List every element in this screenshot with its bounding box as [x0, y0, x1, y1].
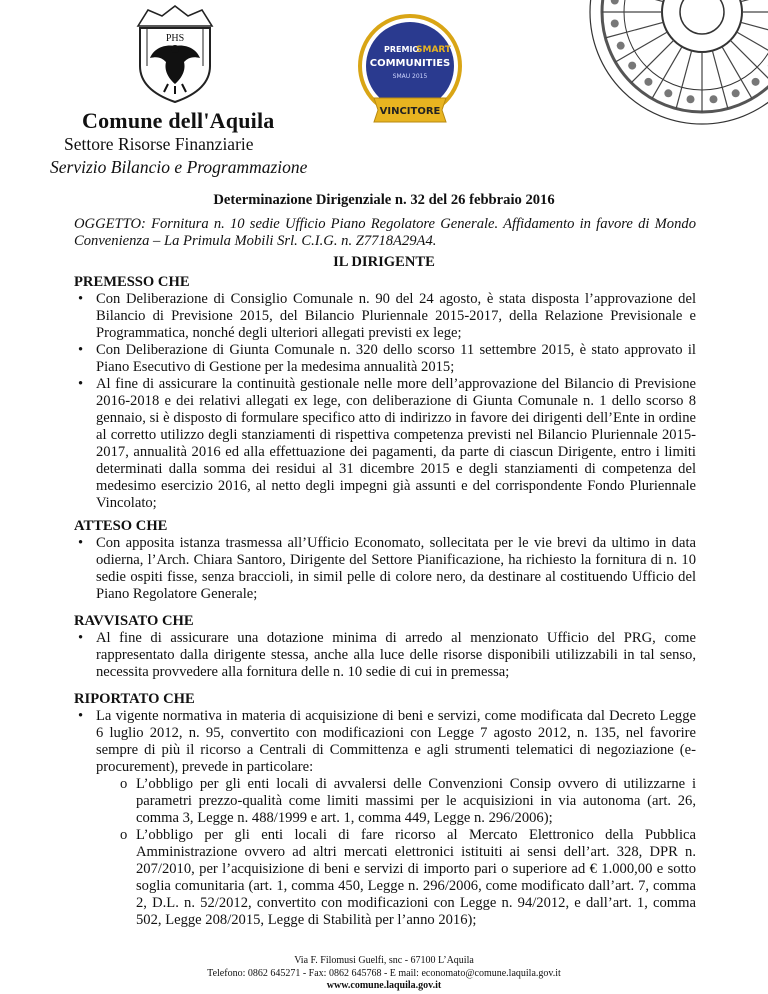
riportato-item-text: La vigente normativa in materia di acquisizione di beni e servizi, come modificata dal Decreto Legge 6 luglio 2012, n. 95, convertito con modificazioni con Legge 7 agosto 2012, n. 135, nel favorire sempre di più il ricorso a Centrali di Committenza e agli strumenti telematici di negoziazione (e-procurement), prevede in particolare: — [96, 708, 696, 775]
premesso-heading: PREMESSO CHE — [74, 274, 190, 290]
premesso-item: • Con Deliberazione di Giunta Comunale n. 320 dello scorso 11 settembre 2015, è stato approvato il Piano Esecutivo di Gestione per la medesima annualità 2015; — [74, 342, 696, 376]
riportato-heading: RIPORTATO CHE — [74, 691, 195, 707]
riportato-subitem: o L’obbligo per gli enti locali di avvalersi delle Convenzioni Consip ovvero di utilizzarne i parametri prezzo-qualità come limiti massimi per le acquisizioni in via autonoma (art. 26, comma 3, Legge n. 488/1999 e art. 1, comma 449, Legge n. 296/2006); — [120, 776, 696, 827]
atteso-heading: ATTESO CHE — [74, 518, 168, 534]
footer-address: Via F. Filomusi Guelfi, snc - 67100 L’Aquila — [294, 955, 474, 966]
footer-contacts: Telefono: 0862 645271 - Fax: 0862 645768 - E mail: economato@comune.laquila.gov.it — [207, 967, 561, 979]
rose-window-illustration — [552, 0, 768, 144]
riportato-subitem: o L’obbligo per gli enti locali di fare ricorso al Mercato Elettronico della Pubblica Amministrazione ovvero ad altri mercati elettronici istituiti ai sensi dell’art. 328, DPR n. 207/2010, per l’acquisizione di beni e servizi di importo pari o superiore ad € 1.000,00 e sotto soglia comunitaria (art. 1, comma 450, Legge n. 296/2006, come modificato dall’art. 7, comma 2, D.L. n. 52/2012, convertito con modificazioni con Legge n. 94/2012, e dall’art. 1, comma 502, Legge 208/2015, Legge di Stabilità per l’anno 2016); — [120, 827, 696, 929]
premesso-item: • Al fine di assicurare la continuità gestionale nelle more dell’approvazione del Bilancio di Previsione 2016-2018 e dei relativi allegati ex lege, con deliberazione di Giunta Comunale n. 1 dello scorso 8 gennaio, si è disposto di formulare specifico atto di indirizzo in favore dei dirigenti dell’Ente in ordine al corretto utilizzo degli stanziamenti di rispettiva competenza previsti nel Bilancio Pluriennale 2015-2017, annualità 2016 ed alla effettuazione dei pagamenti, da parte di ciascun Dirigente, entro i limiti determinati dalla somma dei residui al 31 dicembre 2015 e degli stanziamenti di competenza del medesimo esercizio 2016, al netto degli impegni già assunti e del corrispondente Fondo Pluriennale Vincolato; — [74, 376, 696, 512]
ravvisato-section — [74, 630, 696, 681]
subject-paragraph: OGGETTO: Fornitura n. 10 sedie Ufficio Piano Regolatore Generale. Affidamento in favore di Mondo Convenienza – La Primula Mobili Srl. C.I.G. n. Z7718A29A4. — [74, 216, 696, 249]
city-crest-logo — [132, 4, 218, 104]
svg-text:PHS: PHS — [165, 33, 185, 44]
svg-text:PREMIO: PREMIO — [384, 45, 420, 54]
atteso-item: • Con apposita istanza trasmessa all’Ufficio Economato, sollecitata per le vie brevi da ultimo in data odierna, l’Arch. Chiara Santoro, Dirigente del Settore Pianificazione, ha richiesto la fornitura di n. 10 sedie ospiti fisse, senza braccioli, in simil pelle di colore nero, da destinare al costituendo Ufficio del Piano Regolatore Generale; — [74, 535, 696, 603]
riportato-section — [74, 708, 696, 929]
footer — [0, 955, 768, 993]
ravvisato-heading: RAVVISATO CHE — [74, 613, 194, 629]
smart-communities-award-badge — [354, 12, 466, 138]
premesso-item: • Con Deliberazione di Consiglio Comunale n. 90 del 24 agosto, è stata disposta l’approvazione del Bilancio di Previsione 2015, del Bilancio Pluriennale 2015-2017, della Relazione Previsionale e Programmatica, nonché degli ulteriori allegati previsti ex lege; — [74, 291, 696, 342]
atteso-section — [74, 535, 696, 603]
svg-text:SMAU 2015: SMAU 2015 — [392, 73, 428, 80]
riportato-item — [74, 708, 696, 929]
ravvisato-item: • Al fine di assicurare una dotazione minima di arredo al menzionato Ufficio del PRG, come rappresentato dalla dirigente stessa, anche alla luce delle risorse disponibili utilizzabili in tal senso, necessita provvedere alla fornitura delle n. 10 sedie di cui in premessa; — [74, 630, 696, 681]
organization-sector: Settore Risorse Finanziarie — [64, 134, 254, 154]
svg-text:VINCITORE: VINCITORE — [379, 106, 441, 117]
organization-service: Servizio Bilancio e Programmazione — [50, 157, 308, 177]
footer-website: www.comune.laquila.gov.it — [326, 980, 442, 991]
organization-name: Comune dell'Aquila — [82, 108, 275, 133]
document-title: Determinazione Dirigenziale n. 32 del 26 febbraio 2016 — [213, 192, 555, 208]
premesso-section — [74, 291, 696, 512]
il-dirigente-heading: IL DIRIGENTE — [333, 254, 435, 270]
svg-text:COMMUNITIES: COMMUNITIES — [369, 58, 451, 69]
svg-text:SMART: SMART — [416, 45, 452, 55]
